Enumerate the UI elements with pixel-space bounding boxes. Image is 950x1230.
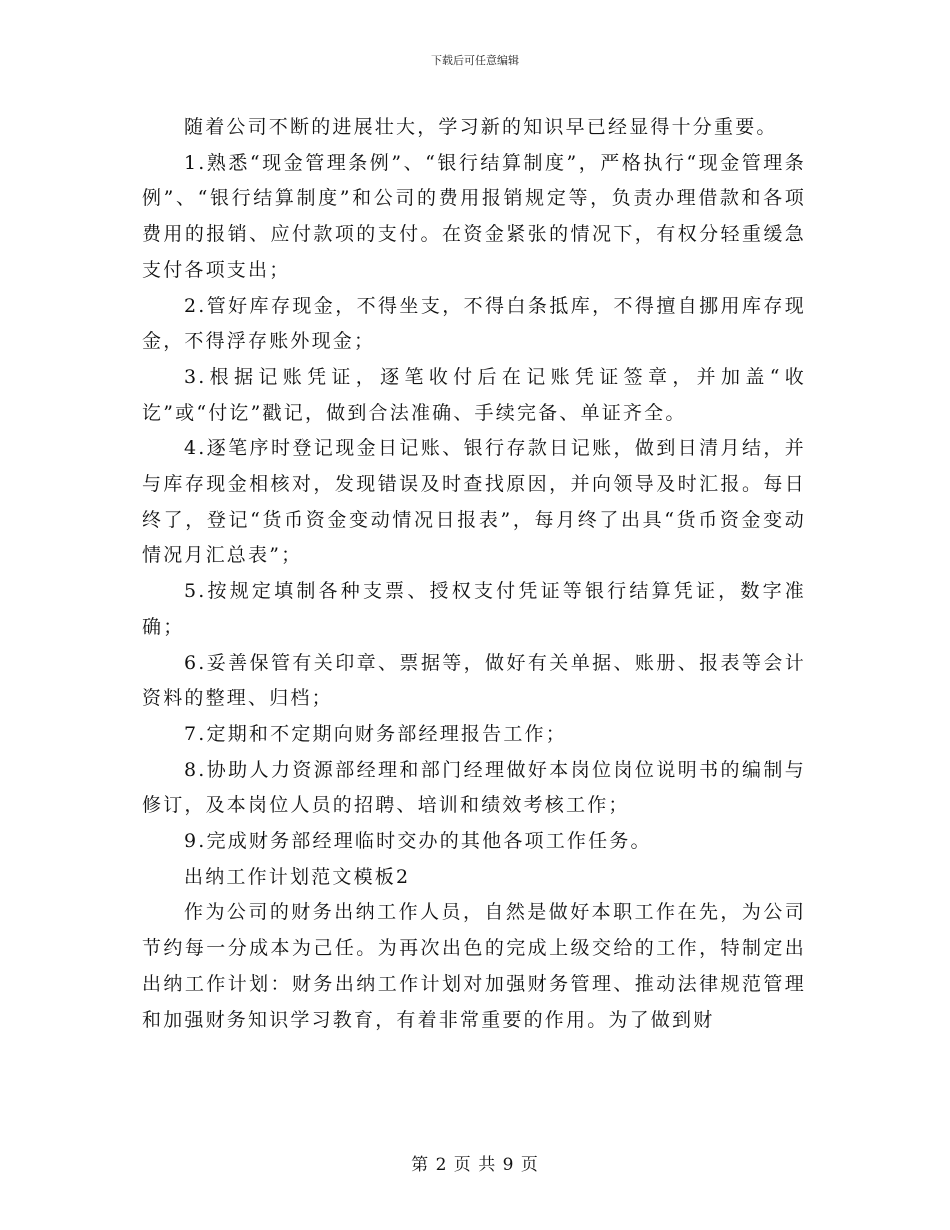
paragraph-item-2: 2.管好库存现金，不得坐支，不得白条抵库，不得擅自挪用库存现金，不得浮存账外现金； (142, 294, 806, 353)
paragraph-item-6: 6.妥善保管有关印章、票据等，做好有关单据、账册、报表等会计资料的整理、归档； (142, 651, 806, 710)
page-footer (0, 1155, 950, 1175)
paragraph-item-7: 7.定期和不定期向财务部经理报告工作； (184, 722, 567, 745)
page-header-note: 下载后可任意编辑 (431, 54, 519, 67)
document-body (142, 110, 806, 1038)
paragraph-intro: 随着公司不断的进展壮大，学习新的知识早已经显得十分重要。 (184, 116, 778, 138)
page-number-label: 第 2 页 共 9 页 (411, 1155, 539, 1175)
paragraph-item-5: 5.按规定填制各种支票、授权支付凭证等银行结算凭证，数字准确； (142, 580, 806, 638)
section-heading: 出纳工作计划范文模板2 (184, 865, 411, 888)
paragraph-item-1: 1.熟悉“现金管理条例”、“银行结算制度”，严格执行“现金管理条例”、“银行结算制度”和公司的费用报销规定等，负责办理借款和各项费用的报销、应付款项的支付。在资金紧张的情况下，有权分轻重缓急支付各项支出； (142, 151, 806, 281)
paragraph-item-9: 9.完成财务部经理临时交办的其他各项工作任务。 (184, 830, 652, 853)
paragraph-plan: 作为公司的财务出纳工作人员，自然是做好本职工作在先，为公司节约每一分成本为己任。为再次出色的完成上级交给的工作，特制定出出纳工作计划：财务出纳工作计划对加强财务管理、推动法律规范管理和加强财务知识学习教育，有着非常重要的作用。为了做到财 (142, 901, 806, 1031)
paragraph-item-3: 3.根据记账凭证，逐笔收付后在记账凭证签章，并加盖“收讫”或“付讫”戳记，做到合法准确、手续完备、单证齐全。 (142, 365, 806, 424)
paragraph-item-4: 4.逐笔序时登记现金日记账、银行存款日记账，做到日清月结，并与库存现金相核对，发现错误及时查找原因，并向领导及时汇报。每日终了，登记“货币资金变动情况日报表”，每月终了出具“货币资金变动情况月汇总表”； (142, 437, 806, 567)
paragraph-item-8: 8.协助人力资源部经理和部门经理做好本岗位岗位说明书的编制与修订，及本岗位人员的招聘、培训和绩效考核工作； (142, 758, 806, 817)
